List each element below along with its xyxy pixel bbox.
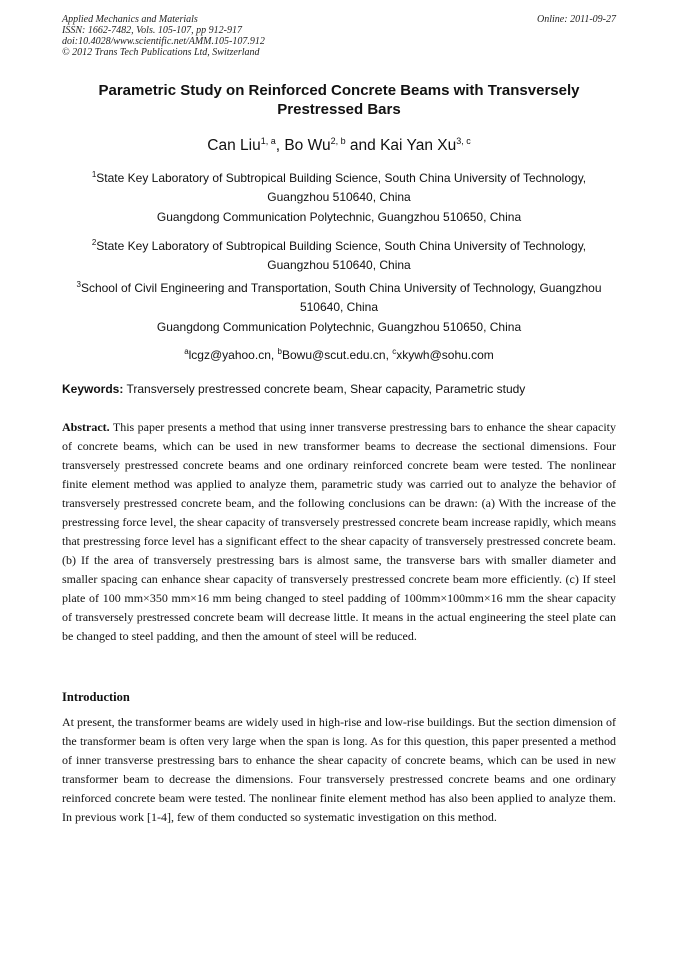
affiliation-sup: 1 [91,170,97,179]
affiliation-text: Guangzhou 510640, China [267,190,411,204]
affiliation-3 [62,275,616,317]
email-address[interactable]: lcgz@yahoo.cn [188,348,271,362]
email-line [62,342,616,365]
author-sep: , [275,137,285,154]
title-line-1: Parametric Study on Reinforced Concrete Beams with Transversely [98,82,580,99]
author-sep: and [345,137,381,154]
email-sup: c [392,347,397,356]
affiliation-text: 510640, China [299,300,379,314]
author-name: Can Liu [207,137,261,154]
abstract-text: This paper presents a method that using inner transverse prestressing bars to enhance the shear capacity of concrete beams, which can be used in new transformer beams to decrease the sectional dimensions. Four transversely prestressed concrete beams and one ordinary reinforced concrete beam were tested. The nonlinear finite element method was applied to analyze them, parametric study was carried out to analyze the behavior of transversely prestressed concrete beam, and the following conclusions can be drawn: (a) With the increase of the prestressing force level, the shear capacity of transversely prestressed concrete beam increase rapidly, which means that prestressing force level has a significant effect to the shear capacity of transversely prestressed concrete beam. (b) If the area of transversely prestressing bars is almost same, the transverse bars with smaller diameter and smaller spacing can enhance shear capacity of transversely prestressed concrete beam more efficiently. (c) If steel plate of 100 mm×350 mm×16 mm being changed to steel padding of 100mm×100mm×16 mm the shear capacity of transversely prestressed concrete beam will decrease little. It means in the actual engineering the steel plate can be changed to steel padding, and then the amount of steel will be reduced. [62,420,616,643]
email-address[interactable]: xkywh@sohu.com [396,348,494,362]
affiliation-text: School of Civil Engineering and Transportation, South China University of Technology, Guangzhou [80,281,602,295]
affiliation-2 [62,233,616,275]
keywords-text: Transversely prestressed concrete beam, Shear capacity, Parametric study [123,382,526,396]
affiliation-text: State Key Laboratory of Subtropical Building Science, South China University of Technology, [96,171,587,185]
author-sup: 1, a [260,136,276,146]
journal-header [62,14,616,58]
keywords-label: Keywords: [62,382,124,396]
copyright-line: © 2012 Trans Tech Publications Ltd, Switzerland [62,47,260,58]
affiliation-sup: 3 [76,280,81,289]
author-sup: 3, c [456,136,471,146]
paper-title [62,81,616,119]
doi-line: doi:10.4028/www.scientific.net/AMM.105-107.912 [62,36,265,47]
title-line-2: Prestressed Bars [277,101,401,118]
affiliation-1b: Guangdong Communication Polytechnic, Guangzhou 510650, China [156,210,522,224]
keywords [62,381,616,397]
email-sup: b [277,347,282,356]
email-sup: a [184,347,189,356]
affiliation-text: State Key Laboratory of Subtropical Building Science, South China University of Technology, [96,239,587,253]
author-sup: 2, b [330,136,346,146]
email-sep: , [385,348,393,362]
introduction-heading: Introduction [62,690,130,704]
affiliation-3b: Guangdong Communication Polytechnic, Guangzhou 510650, China [156,320,522,334]
issn-line: ISSN: 1662-7482, Vols. 105-107, pp 912-917 [62,25,242,36]
affiliation-text: Guangzhou 510640, China [267,258,411,272]
journal-name: Applied Mechanics and Materials [62,14,198,25]
abstract [62,418,616,646]
affiliation-1 [62,165,616,207]
email-sep: , [270,348,278,362]
author-name: Bo Wu [284,137,331,154]
author-list [62,131,616,156]
online-date: Online: 2011-09-27 [537,14,616,25]
author-name: Kai Yan Xu [380,137,457,154]
abstract-label: Abstract. [62,420,110,434]
introduction-paragraph: At present, the transformer beams are widely used in high-rise and low-rise buildings. But the section dimension of the transformer beam is often very large when the span is long. As for this question, this paper presented a method of inner transverse prestressing bars to enhance the shear capacity of concrete beams, which can be used in new transformer beam to decrease the dimensions. Four transversely prestressed concrete beams and one ordinary reinforced concrete beam were tested. The nonlinear finite element method has also been applied to analyze them. In previous work [1-4], few of them conducted so systematic investigation on this method. [62,715,616,824]
affiliation-sup: 2 [91,238,97,247]
email-address[interactable]: Bowu@scut.edu.cn [282,348,386,362]
